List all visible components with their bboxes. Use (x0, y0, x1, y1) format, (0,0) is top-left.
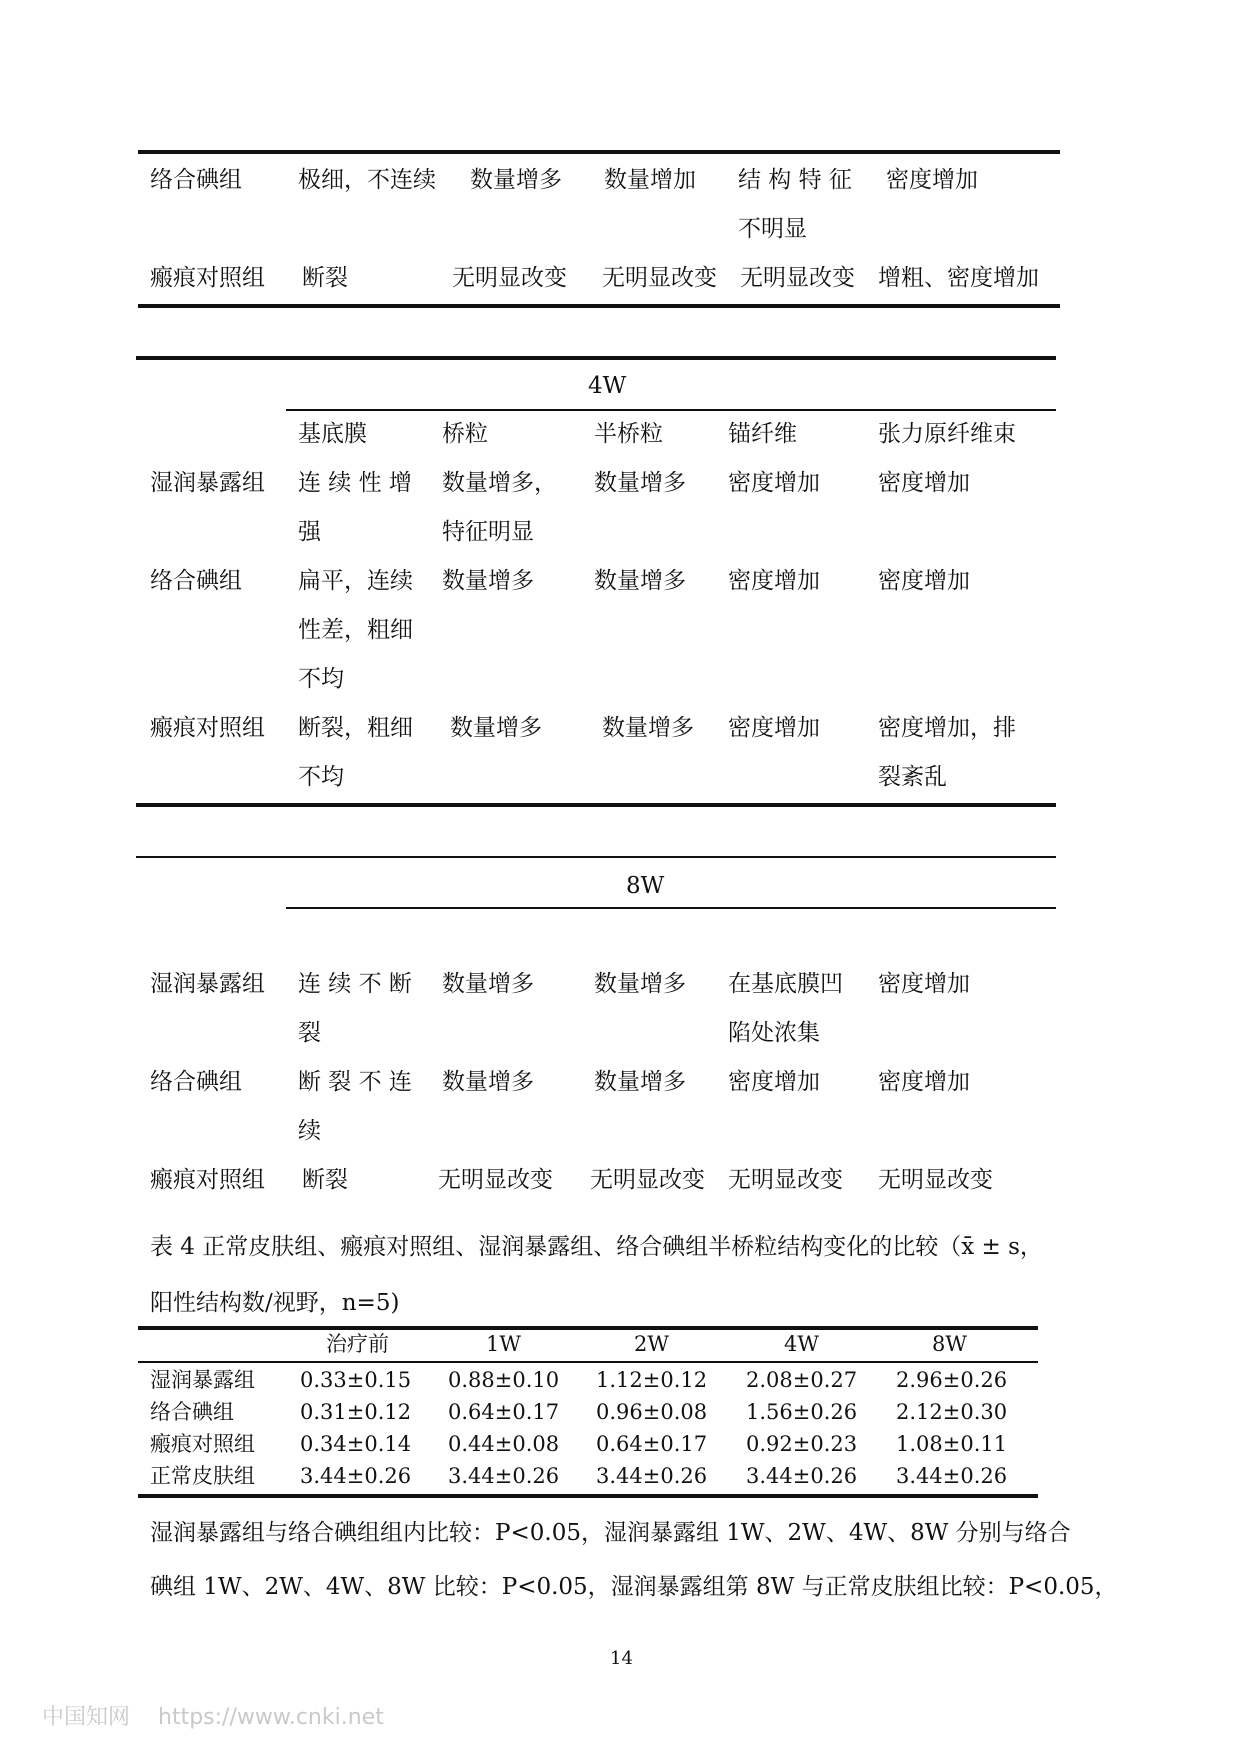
table-cell: 断 裂 不 连 (298, 1069, 412, 1095)
table-cell: 无明显改变 (452, 265, 567, 291)
column-header: 2W (634, 1332, 669, 1356)
table-cell: 结 构 特 征 (738, 167, 852, 193)
column-header: 半桥粒 (594, 421, 663, 447)
table-cell: 数量增多 (442, 568, 534, 594)
table-cell: 密度增加 (878, 568, 970, 594)
table-cell: 3.44±0.26 (746, 1464, 858, 1488)
body-paragraph-line: 湿润暴露组与络合碘组组内比较：P<0.05，湿润暴露组 1W、2W、4W、8W 分别与络合 (150, 1520, 1071, 1546)
table-cell: 特征明显 (442, 519, 534, 545)
table-cell: 0.31±0.12 (300, 1400, 412, 1424)
table-cell: 数量增加 (604, 167, 696, 193)
table-cell: 0.96±0.08 (596, 1400, 708, 1424)
table-cell: 续 (298, 1118, 321, 1144)
row-group-label: 络合碘组 (150, 1069, 242, 1095)
table-cell: 密度增加 (728, 715, 820, 741)
table-cell: 密度增加 (728, 568, 820, 594)
row-group-label: 瘢痕对照组 (150, 1167, 265, 1193)
row-group-label: 湿润暴露组 (150, 1368, 255, 1392)
table-bottom-rule (138, 1494, 1038, 1498)
column-header: 1W (486, 1332, 521, 1356)
table-cell: 无明显改变 (740, 265, 855, 291)
table-cell: 0.64±0.17 (448, 1400, 560, 1424)
row-group-label: 络合碘组 (150, 1400, 234, 1424)
table-cell: 在基底膜凹 (728, 971, 843, 997)
column-header: 张力原纤维束 (878, 421, 1016, 447)
table-cell: 密度增加 (878, 470, 970, 496)
table-top-rule (136, 856, 1056, 858)
row-group-label: 正常皮肤组 (150, 1464, 255, 1488)
page-number: 14 (610, 1648, 633, 1669)
table-bottom-rule (138, 304, 1060, 308)
table-top-rule (138, 150, 1060, 154)
table-cell: 不明显 (738, 216, 807, 242)
table-cell: 断裂 (302, 265, 348, 291)
column-header: 锚纤维 (728, 421, 797, 447)
table-cell: 密度增加 (878, 1069, 970, 1095)
table-cell: 0.64±0.17 (596, 1432, 708, 1456)
table-cell: 数量增多 (594, 1069, 686, 1095)
table-cell: 2.12±0.30 (896, 1400, 1008, 1424)
table-cell: 密度增加 (878, 971, 970, 997)
table-top-rule (138, 1326, 1038, 1330)
table-cell: 断裂 (302, 1167, 348, 1193)
table-cell: 断裂，粗细 (298, 715, 413, 741)
row-group-label: 湿润暴露组 (150, 971, 265, 997)
column-header: 4W (784, 1332, 819, 1356)
table-cell: 增粗、密度增加 (878, 265, 1039, 291)
table-cell: 无明显改变 (438, 1167, 553, 1193)
table-cell: 无明显改变 (728, 1167, 843, 1193)
table-cell: 0.44±0.08 (448, 1432, 560, 1456)
column-header: 治疗前 (326, 1332, 389, 1356)
table-cell: 3.44±0.26 (596, 1464, 708, 1488)
table-cell: 数量增多 (450, 715, 542, 741)
table-cell: 数量增多 (442, 1069, 534, 1095)
table-cell: 数量增多 (602, 715, 694, 741)
column-header: 8W (932, 1332, 967, 1356)
watermark-brand: 中国知网 (42, 1705, 131, 1730)
period-underline (286, 907, 1056, 909)
table-cell: 无明显改变 (602, 265, 717, 291)
row-group-label: 湿润暴露组 (150, 470, 265, 496)
period-header: 4W (588, 373, 627, 399)
table-caption-continued: 阳性结构数/视野，n=5) (150, 1290, 400, 1316)
table-cell: 密度增加 (728, 1069, 820, 1095)
table-top-rule (136, 356, 1056, 360)
table-cell: 连 续 性 增 (298, 470, 412, 496)
table-cell: 3.44±0.26 (448, 1464, 560, 1488)
table-caption: 表 4 正常皮肤组、瘢痕对照组、湿润暴露组、络合碘组半桥粒结构变化的比较（x̄ ± s， (150, 1234, 1043, 1260)
table-cell: 极细，不连续 (298, 167, 436, 193)
column-header: 基底膜 (298, 421, 367, 447)
table-cell: 性差，粗细 (298, 617, 413, 643)
table-cell: 0.34±0.14 (300, 1432, 412, 1456)
body-paragraph-line: 碘组 1W、2W、4W、8W 比较：P<0.05，湿润暴露组第 8W 与正常皮肤组比较：P<0.05， (150, 1574, 1118, 1600)
table-cell: 0.92±0.23 (746, 1432, 858, 1456)
table-cell: 无明显改变 (590, 1167, 705, 1193)
table-cell: 0.88±0.10 (448, 1368, 560, 1392)
table-cell: 密度增加，排 (878, 715, 1016, 741)
table-cell: 1.56±0.26 (746, 1400, 858, 1424)
row-group-label: 瘢痕对照组 (150, 715, 265, 741)
row-group-label: 络合碘组 (150, 167, 242, 193)
table-cell: 2.96±0.26 (896, 1368, 1008, 1392)
table-cell: 1.12±0.12 (596, 1368, 708, 1392)
table-cell: 数量增多 (594, 971, 686, 997)
table-cell: 扁平，连续 (298, 568, 413, 594)
table-cell: 裂紊乱 (878, 764, 947, 790)
table-cell: 裂 (298, 1020, 321, 1046)
row-group-label: 络合碘组 (150, 568, 242, 594)
table-bottom-rule (136, 803, 1056, 807)
table-cell: 陷处浓集 (728, 1020, 820, 1046)
period-header: 8W (626, 873, 665, 899)
table-cell: 连 续 不 断 (298, 971, 412, 997)
table-cell: 数量增多 (470, 167, 562, 193)
row-group-label: 瘢痕对照组 (150, 265, 265, 291)
table-cell: 数量增多， (442, 470, 557, 496)
table-cell: 无明显改变 (878, 1167, 993, 1193)
table-cell: 3.44±0.26 (300, 1464, 412, 1488)
column-header: 桥粒 (442, 421, 488, 447)
table-cell: 3.44±0.26 (896, 1464, 1008, 1488)
header-rule (138, 1361, 1038, 1363)
table-cell: 2.08±0.27 (746, 1368, 858, 1392)
table-cell: 不均 (298, 666, 344, 692)
table-cell: 数量增多 (442, 971, 534, 997)
row-group-label: 瘢痕对照组 (150, 1432, 255, 1456)
table-cell: 不均 (298, 764, 344, 790)
watermark (42, 1700, 384, 1731)
table-cell: 数量增多 (594, 470, 686, 496)
table-cell: 0.33±0.15 (300, 1368, 412, 1392)
watermark-url: https://www.cnki.net (158, 1705, 384, 1730)
table-cell: 密度增加 (728, 470, 820, 496)
table-cell: 数量增多 (594, 568, 686, 594)
table-cell: 强 (298, 519, 321, 545)
table-cell: 1.08±0.11 (896, 1432, 1008, 1456)
table-cell: 密度增加 (886, 167, 978, 193)
